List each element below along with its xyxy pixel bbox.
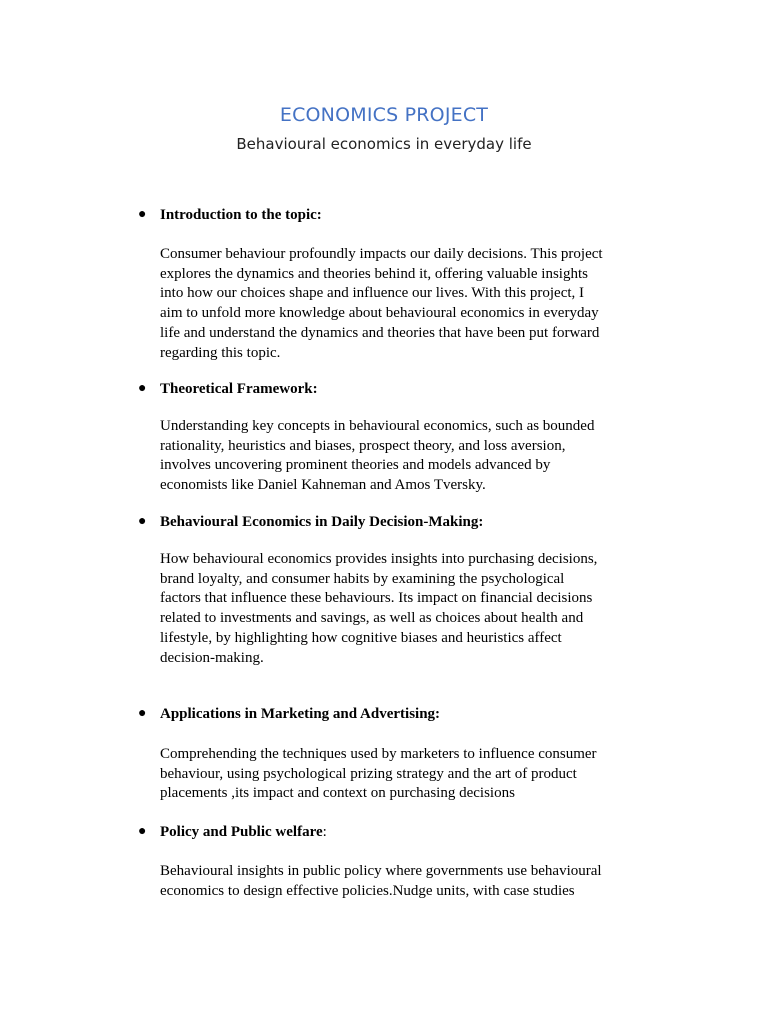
body-line: How behavioural economics provides insights into purchasing decisions, (160, 551, 598, 567)
section-heading: Introduction to the topic: (160, 207, 322, 223)
section-body (160, 862, 660, 901)
document-title: ECONOMICS PROJECT (279, 104, 489, 126)
bullet-icon: ● (138, 824, 147, 839)
body-line: life and understand the dynamics and theories that have been put forward (160, 324, 600, 341)
bullet-icon: ● (138, 207, 147, 222)
section-body (160, 550, 660, 668)
body-line: into how our choices shape and influence our lives. With this project, I (160, 285, 585, 302)
document-subtitle: Behavioural economics in everyday life (236, 135, 532, 153)
section-heading: Theoretical Framework: (160, 381, 318, 397)
body-line: lifestyle, by highlighting how cognitive biases and heuristics affect (160, 629, 562, 646)
body-line: economics to design effective policies.Nudge units, with case studies (160, 882, 575, 899)
section-heading: Policy and Public welfare: (160, 824, 327, 840)
body-line: Consumer behaviour profoundly impacts our daily decisions. This project (160, 246, 603, 262)
body-line: aim to unfold more knowledge about behavioural economics in everyday (160, 305, 599, 322)
body-line: brand loyalty, and consumer habits by examining the psychological (160, 570, 565, 587)
body-line: Comprehending the techniques used by marketers to influence consumer (160, 746, 597, 762)
section-heading: Behavioural Economics in Daily Decision-Making: (160, 514, 484, 530)
bullet-icon: ● (138, 381, 147, 396)
section-body (160, 245, 660, 363)
body-line: involves uncovering prominent theories and models advanced by (160, 457, 551, 474)
bullet-icon: ● (138, 514, 147, 529)
body-line: related to investments and savings, as well as choices about health and (160, 610, 584, 627)
section-heading: Applications in Marketing and Advertising: (160, 706, 441, 722)
body-line: factors that influence these behaviours. Its impact on financial decisions (160, 590, 593, 607)
body-line: economists like Daniel Kahneman and Amos Tversky. (160, 477, 486, 494)
body-line: Behavioural insights in public policy where governments use behavioural (160, 863, 602, 879)
body-line: regarding this topic. (160, 344, 281, 361)
body-line: Understanding key concepts in behavioural economics, such as bounded (160, 418, 595, 434)
section-body (160, 417, 660, 496)
body-line: decision-making. (160, 649, 264, 666)
body-line: placements ,its impact and context on purchasing decisions (160, 785, 515, 802)
section-body (160, 745, 660, 804)
body-line: behaviour, using psychological prizing strategy and the art of product (160, 765, 577, 782)
body-line: explores the dynamics and theories behind it, offering valuable insights (160, 265, 588, 282)
bullet-icon: ● (138, 706, 147, 721)
body-line: rationality, heuristics and biases, prospect theory, and loss aversion, (160, 437, 566, 454)
